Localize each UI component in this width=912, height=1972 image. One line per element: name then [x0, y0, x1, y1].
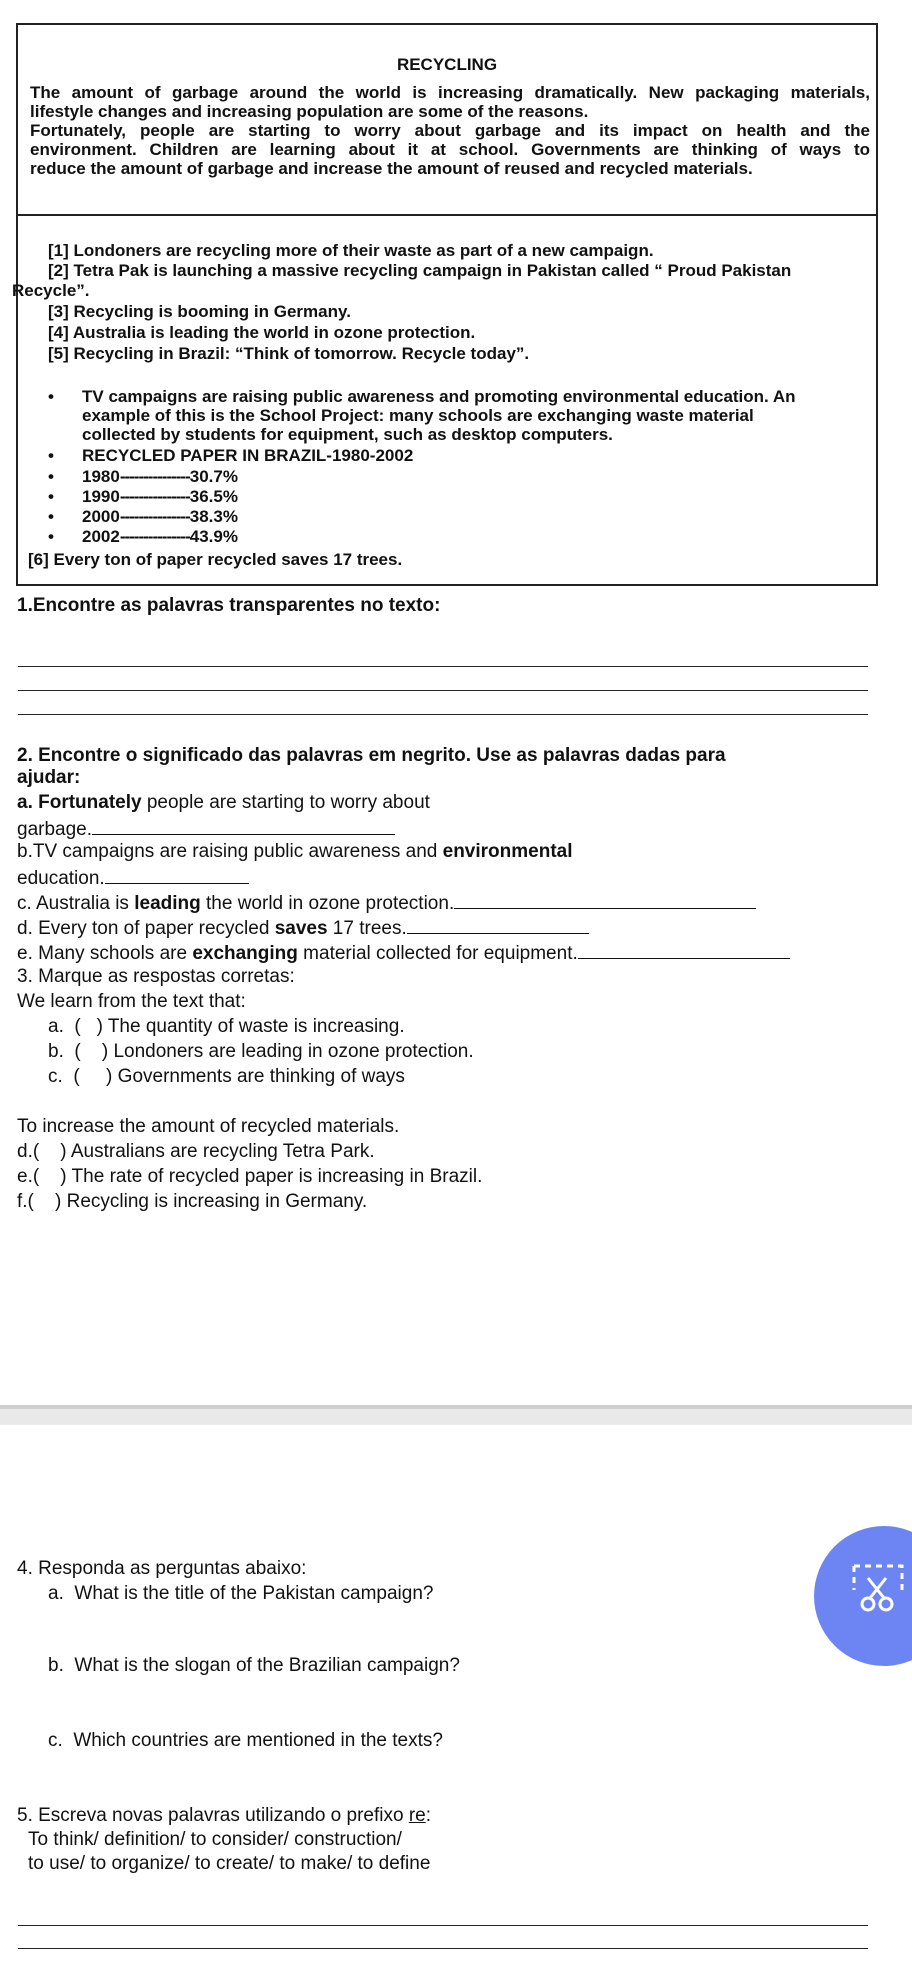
- bold-word: leading: [134, 893, 201, 914]
- stat-dashes: ---------------: [119, 487, 190, 506]
- q5-prefix: re: [408, 1805, 426, 1826]
- q5-words: to use/ to organize/ to create/ to make/ to define: [28, 1853, 431, 1874]
- intro-line: Fortunately, people are starting to worry about garbage and its impact on health and the: [30, 121, 870, 140]
- item-text: d. Every ton of paper recycled: [17, 918, 275, 939]
- question-5-title: [17, 1805, 431, 1827]
- q2-item-a-cont: [17, 817, 395, 841]
- paper-stat-row: [82, 527, 238, 546]
- scissors-crop-icon: [850, 1564, 906, 1614]
- question-3-title: 3. Marque as respostas corretas:: [17, 966, 295, 987]
- question-3-lead: We learn from the text that:: [17, 991, 246, 1012]
- stat-value: 38.3%: [189, 507, 238, 526]
- answer-blank[interactable]: [578, 941, 790, 959]
- q2-item-b: [17, 841, 573, 863]
- intro-paragraph: [30, 83, 870, 178]
- stat-dashes: ---------------: [119, 507, 190, 526]
- q3-option[interactable]: f.( ) Recycling is increasing in Germany.: [17, 1191, 368, 1212]
- stat-year: 2000: [82, 507, 120, 526]
- answer-line[interactable]: [18, 1948, 868, 1949]
- page-divider: [0, 1405, 912, 1425]
- q3-option[interactable]: d.( ) Australians are recycling Tetra Park.: [17, 1141, 375, 1162]
- page-title: RECYCLING: [396, 55, 498, 74]
- item-text: b.TV campaigns are raising public awareness and: [17, 841, 443, 862]
- q5-words: To think/ definition/ to consider/ construction/: [28, 1829, 402, 1850]
- answer-line[interactable]: [18, 714, 868, 715]
- item-text: 17 trees.: [327, 918, 407, 939]
- fact-item: [3] Recycling is booming in Germany.: [48, 302, 351, 321]
- question-2-title-cont: ajudar:: [17, 767, 81, 788]
- paper-stat-row: [82, 507, 238, 526]
- q2-item-d: [17, 916, 589, 940]
- tv-line: collected by students for equipment, such as desktop computers.: [82, 425, 613, 444]
- q3-option-continuation: To increase the amount of recycled materials.: [17, 1116, 400, 1137]
- intro-line: lifestyle changes and increasing population are some of the reasons.: [30, 102, 589, 121]
- bold-word: exchanging: [192, 943, 298, 964]
- q5-title-end: :: [425, 1805, 432, 1826]
- stat-dashes: ---------------: [119, 467, 190, 486]
- answer-line[interactable]: [18, 666, 868, 667]
- intro-line: environment. Children are learning about it at school. Governments are thinking of ways to: [30, 140, 870, 159]
- answer-blank[interactable]: [454, 891, 756, 909]
- bold-word: Fortunately: [38, 792, 142, 813]
- answer-line[interactable]: [18, 690, 868, 691]
- tv-paragraph: [82, 387, 796, 444]
- answer-line[interactable]: [18, 1925, 868, 1926]
- trees-fact: [6] Every ton of paper recycled saves 17 trees.: [28, 550, 403, 569]
- answer-blank[interactable]: [407, 916, 589, 934]
- paper-stat-row: [82, 487, 238, 506]
- q2-item-e: [17, 941, 790, 965]
- tv-line: example of this is the School Project: many schools are exchanging waste material: [82, 406, 754, 425]
- q2-item-b-cont: [17, 866, 249, 890]
- facts-box: [12, 214, 878, 586]
- q2-item-a: [17, 792, 430, 814]
- item-prefix: a.: [17, 792, 39, 813]
- stat-value: 43.9%: [189, 527, 238, 546]
- q3-option[interactable]: b. ( ) Londoners are leading in ozone protection.: [48, 1041, 474, 1062]
- intro-box: [16, 23, 878, 216]
- question-2-title: 2. Encontre o significado das palavras em negrito. Use as palavras dadas para: [17, 745, 726, 766]
- item-text: e. Many schools are: [17, 943, 193, 964]
- fact-item: Recycle”.: [12, 281, 90, 300]
- stat-value: 30.7%: [189, 467, 238, 486]
- item-text: people are starting to worry about: [141, 792, 430, 813]
- q3-option[interactable]: e.( ) The rate of recycled paper is increasing in Brazil.: [17, 1166, 483, 1187]
- bold-word: saves: [274, 918, 328, 939]
- item-text: c. Australia is: [17, 893, 135, 914]
- q4-question: b. What is the slogan of the Brazilian campaign?: [48, 1655, 460, 1676]
- stat-year: 1980: [82, 467, 120, 486]
- q3-option[interactable]: c. ( ) Governments are thinking of ways: [48, 1066, 405, 1087]
- answer-blank[interactable]: [105, 866, 249, 884]
- worksheet-page-2: [0, 1425, 912, 1972]
- q4-question: a. What is the title of the Pakistan campaign?: [48, 1583, 434, 1604]
- item-text: material collected for equipment.: [297, 943, 578, 964]
- stat-year: 2002: [82, 527, 120, 546]
- stat-dashes: ---------------: [119, 527, 190, 546]
- stat-year: 1990: [82, 487, 120, 506]
- question-1-title: 1.Encontre as palavras transparentes no texto:: [17, 595, 441, 616]
- q4-question: c. Which countries are mentioned in the texts?: [48, 1730, 443, 1751]
- tv-line: • TV campaigns are raising public awareness and promoting environmental education. An: [82, 387, 796, 406]
- stat-value: 36.5%: [189, 487, 238, 506]
- q3-option[interactable]: a. ( ) The quantity of waste is increasing.: [48, 1016, 405, 1037]
- fact-item: [2] Tetra Pak is launching a massive recycling campaign in Pakistan called “ Proud Pakistan: [48, 261, 792, 280]
- paper-title: • RECYCLED PAPER IN BRAZIL-1980-2002: [82, 446, 413, 465]
- fact-item: [4] Australia is leading the world in ozone protection.: [48, 323, 476, 342]
- item-text: education.: [17, 868, 105, 889]
- item-text: garbage.: [17, 819, 93, 840]
- q2-item-c: [17, 891, 756, 915]
- paper-stat-row: [82, 467, 238, 486]
- q5-title-text: 5. Escreva novas palavras utilizando o prefixo: [17, 1805, 409, 1826]
- intro-line: The amount of garbage around the world is increasing dramatically. New packaging materials,: [30, 83, 870, 102]
- item-text: the world in ozone protection.: [200, 893, 455, 914]
- fact-item: [1] Londoners are recycling more of their waste as part of a new campaign.: [48, 241, 654, 260]
- bold-word: environmental: [442, 841, 573, 862]
- fact-item: [5] Recycling in Brazil: “Think of tomorrow. Recycle today”.: [48, 344, 530, 363]
- question-4-title: 4. Responda as perguntas abaixo:: [17, 1558, 307, 1579]
- intro-line: reduce the amount of garbage and increase the amount of reused and recycled materials.: [30, 159, 753, 178]
- answer-blank[interactable]: [92, 817, 395, 835]
